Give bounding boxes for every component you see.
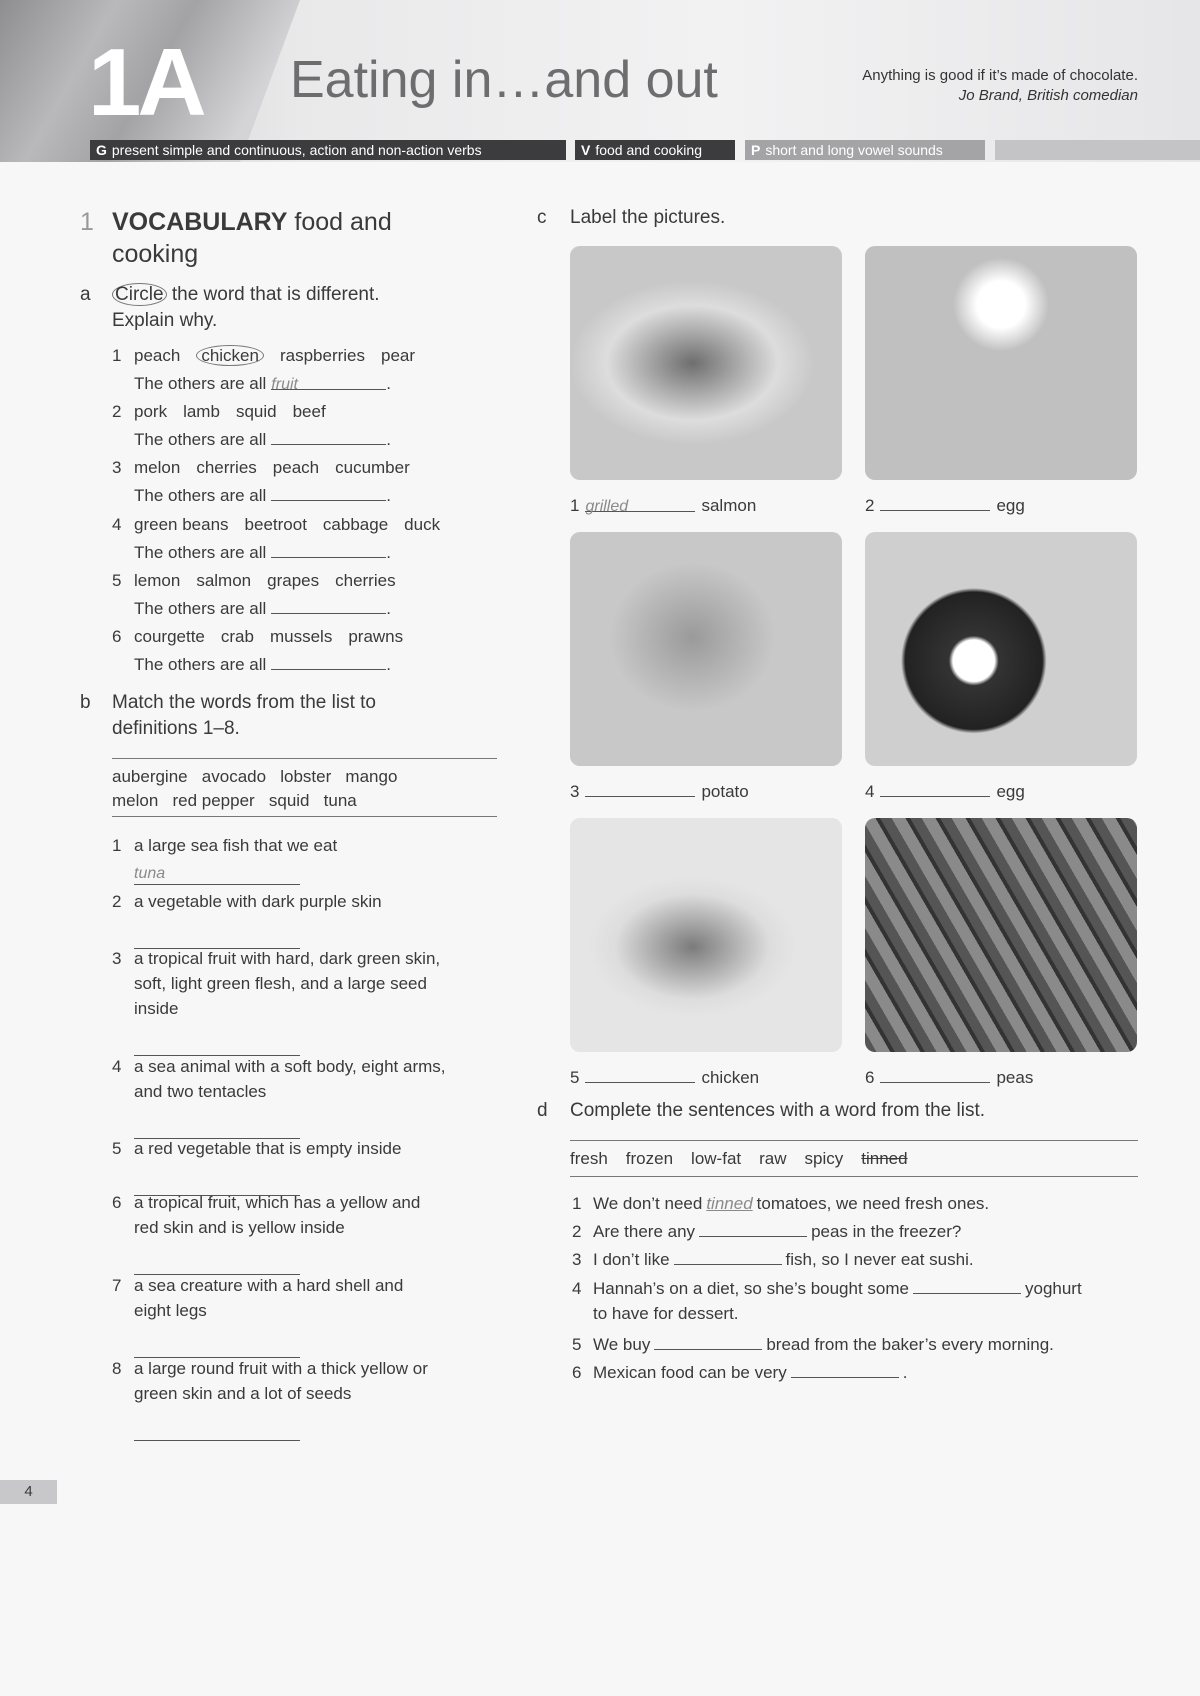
word-option[interactable]: lamb bbox=[183, 402, 220, 421]
tag-letter: V bbox=[581, 142, 591, 158]
quote-text: Anything is good if it’s made of chocolate. bbox=[862, 67, 1138, 84]
answer-blank[interactable] bbox=[134, 1119, 300, 1139]
word-option[interactable]: peach bbox=[272, 458, 320, 477]
section-title bbox=[112, 208, 392, 237]
word-group bbox=[134, 458, 426, 478]
word-option[interactable]: duck bbox=[404, 515, 441, 534]
peas-photo bbox=[865, 818, 1137, 1052]
word-option[interactable]: peach bbox=[134, 346, 181, 365]
definition-text: inside bbox=[134, 999, 179, 1018]
definition-number: 8 bbox=[112, 1359, 122, 1378]
list-rule-top bbox=[570, 1140, 1138, 1141]
page-title: Eating in…and out bbox=[290, 51, 718, 109]
picture-word: chicken bbox=[701, 1068, 760, 1087]
part-d-letter: d bbox=[537, 1100, 548, 1121]
word-list-line1: aubergine avocado lobster mango bbox=[112, 767, 398, 786]
word-list bbox=[570, 1149, 926, 1169]
sentence-after: fish, so I never eat sushi. bbox=[785, 1250, 974, 1269]
section-title-rest: food and bbox=[294, 208, 392, 236]
word-option[interactable]: cucumber bbox=[335, 458, 410, 477]
sentence-before: Hannah’s on a diet, so she’s bought some bbox=[593, 1279, 909, 1298]
answer-blank[interactable] bbox=[880, 783, 990, 797]
item-number: 4 bbox=[112, 515, 122, 534]
others-line: The others are all . bbox=[134, 599, 392, 618]
item-number: 6 bbox=[112, 627, 122, 646]
sentence-before: I don’t like bbox=[593, 1250, 670, 1269]
definition-text: and two tentacles bbox=[134, 1082, 267, 1101]
word-option[interactable]: grapes bbox=[267, 571, 320, 590]
definition-text: soft, light green flesh, and a large seed bbox=[134, 974, 427, 993]
others-prefix: The others are all bbox=[134, 599, 267, 618]
answer-blank[interactable] bbox=[134, 929, 300, 949]
list-word: frozen bbox=[625, 1149, 674, 1168]
picture-number: 4 bbox=[865, 782, 875, 801]
others-line: The others are all . bbox=[134, 543, 392, 562]
sentence-before: Mexican food can be very bbox=[593, 1363, 787, 1382]
word-group bbox=[134, 515, 456, 535]
picture-number: 6 bbox=[865, 1068, 875, 1087]
word-option[interactable]: beetroot bbox=[244, 515, 307, 534]
answer-blank[interactable]: grilled bbox=[585, 498, 695, 512]
answer-blank[interactable] bbox=[134, 1338, 300, 1358]
sentence-number: 1 bbox=[572, 1194, 582, 1213]
sentence-line2: to have for dessert. bbox=[593, 1304, 739, 1323]
word-option[interactable]: lemon bbox=[134, 571, 181, 590]
sentence-before: We don’t need bbox=[593, 1194, 703, 1213]
word-option[interactable]: cabbage bbox=[322, 515, 389, 534]
word-option[interactable]: crab bbox=[220, 627, 254, 646]
list-rule-top bbox=[112, 758, 497, 759]
answer-blank[interactable] bbox=[791, 1364, 899, 1378]
others-prefix: The others are all bbox=[134, 430, 267, 449]
answer-blank[interactable]: tuna bbox=[134, 865, 300, 885]
word-option[interactable]: pork bbox=[134, 402, 168, 421]
picture-word: egg bbox=[996, 496, 1025, 515]
definition-text: a sea animal with a soft body, eight arms, bbox=[134, 1057, 446, 1076]
answer-blank[interactable] bbox=[913, 1280, 1021, 1294]
answer-blank[interactable] bbox=[271, 431, 386, 445]
others-prefix: The others are all bbox=[134, 543, 267, 562]
word-group bbox=[134, 402, 342, 422]
answer-blank[interactable]: fruit bbox=[271, 376, 386, 390]
others-prefix: The others are all bbox=[134, 486, 267, 505]
word-option[interactable]: melon bbox=[134, 458, 181, 477]
tag-text: food and cooking bbox=[595, 142, 702, 158]
others-line: The others are all . bbox=[134, 430, 392, 449]
answer-blank[interactable] bbox=[699, 1223, 807, 1237]
part-a-instruction bbox=[112, 284, 380, 306]
list-word: tinned bbox=[861, 1149, 908, 1168]
sentence-after: yoghurt bbox=[1024, 1279, 1082, 1298]
list-word: fresh bbox=[570, 1149, 608, 1168]
word-list-line2: melon red pepper squid tuna bbox=[112, 791, 357, 810]
sentence-before: We buy bbox=[593, 1335, 651, 1354]
instruction-text: the word that is different. bbox=[171, 284, 380, 305]
sentence bbox=[593, 1222, 961, 1242]
sentence-after: peas in the freezer? bbox=[811, 1222, 962, 1241]
sentence bbox=[593, 1194, 989, 1214]
others-line: The others are all fruit . bbox=[134, 374, 392, 393]
sentence-after: . bbox=[902, 1363, 908, 1382]
picture-label bbox=[865, 496, 1025, 516]
definition-text: a large sea fish that we eat bbox=[134, 836, 338, 855]
definition-text: eight legs bbox=[134, 1301, 207, 1320]
list-rule-bottom bbox=[570, 1176, 1138, 1177]
definition-number: 4 bbox=[112, 1057, 122, 1076]
sentence bbox=[593, 1363, 907, 1383]
picture-word: salmon bbox=[701, 496, 757, 515]
tag-bar-extension bbox=[995, 140, 1200, 160]
grammar-tag bbox=[90, 140, 566, 160]
quote-author: Jo Brand, British comedian bbox=[958, 87, 1138, 104]
picture-number: 3 bbox=[570, 782, 580, 801]
word-option[interactable]: squid bbox=[235, 402, 277, 421]
word-option[interactable]: mussels bbox=[269, 627, 333, 646]
definition-number: 2 bbox=[112, 892, 122, 911]
section-number: 1 bbox=[80, 208, 94, 236]
picture-label bbox=[570, 1068, 759, 1088]
definition-text: green skin and a lot of seeds bbox=[134, 1384, 352, 1403]
word-group bbox=[134, 571, 412, 591]
item-number: 3 bbox=[112, 458, 122, 477]
picture-number: 5 bbox=[570, 1068, 580, 1087]
answer-blank[interactable] bbox=[880, 1069, 990, 1083]
word-option[interactable]: cherries bbox=[196, 458, 257, 477]
sentence bbox=[593, 1279, 1082, 1299]
pronunciation-tag bbox=[745, 140, 985, 160]
others-line: The others are all . bbox=[134, 486, 392, 505]
others-prefix: The others are all bbox=[134, 374, 267, 393]
part-c-letter: c bbox=[537, 207, 547, 228]
picture-word: potato bbox=[701, 782, 749, 801]
word-option[interactable]: raspberries bbox=[279, 346, 366, 365]
picture-word: egg bbox=[996, 782, 1025, 801]
vocabulary-tag bbox=[575, 140, 735, 160]
definition-number: 3 bbox=[112, 949, 122, 968]
tag-letter: P bbox=[751, 142, 761, 158]
answer-blank[interactable] bbox=[880, 497, 990, 511]
item-number: 5 bbox=[112, 571, 122, 590]
tag-text: short and long vowel sounds bbox=[765, 142, 943, 158]
definition-number: 6 bbox=[112, 1193, 122, 1212]
list-word: low-fat bbox=[691, 1149, 742, 1168]
egg-photo bbox=[865, 246, 1137, 480]
picture-label bbox=[865, 782, 1025, 802]
quote bbox=[862, 66, 1138, 106]
potato-photo bbox=[570, 532, 842, 766]
part-b-letter: b bbox=[80, 692, 91, 713]
part-b-instruction: Match the words from the list to bbox=[112, 692, 376, 713]
part-a-letter: a bbox=[80, 284, 91, 305]
picture-label bbox=[865, 1068, 1033, 1088]
list-word: spicy bbox=[804, 1149, 844, 1168]
list-rule-bottom bbox=[112, 816, 497, 817]
answer-blank[interactable] bbox=[134, 1036, 300, 1056]
sentence-number: 3 bbox=[572, 1250, 582, 1269]
page-number: 4 bbox=[0, 1480, 57, 1504]
circled-word: Circle bbox=[112, 283, 167, 306]
definition-text: a sea creature with a hard shell and bbox=[134, 1276, 404, 1295]
list-word: raw bbox=[759, 1149, 787, 1168]
answer-blank[interactable] bbox=[271, 544, 386, 558]
answer-blank[interactable] bbox=[271, 656, 386, 670]
definition-text: a tropical fruit with hard, dark green skin, bbox=[134, 949, 441, 968]
unit-header bbox=[0, 0, 1200, 162]
sentence bbox=[593, 1335, 1054, 1355]
sentence-after: bread from the baker’s every morning. bbox=[766, 1335, 1054, 1354]
sentence-number: 5 bbox=[572, 1335, 582, 1354]
item-number: 1 bbox=[112, 346, 122, 365]
section-title-line2: cooking bbox=[112, 240, 199, 268]
part-c-instruction: Label the pictures. bbox=[570, 207, 726, 228]
tag-text: present simple and continuous, action and non-action verbs bbox=[111, 142, 482, 158]
definition-text: a red vegetable that is empty inside bbox=[134, 1139, 402, 1158]
answer-blank[interactable] bbox=[585, 1069, 695, 1083]
part-b-instruction-line2: definitions 1–8. bbox=[112, 718, 240, 739]
answer-blank[interactable] bbox=[585, 783, 695, 797]
salmon-photo bbox=[570, 246, 842, 480]
answer-blank[interactable] bbox=[271, 600, 386, 614]
answer-blank[interactable] bbox=[134, 1421, 300, 1441]
sentence-number: 4 bbox=[572, 1279, 582, 1298]
sentence-after: tomatoes, we need fresh ones. bbox=[756, 1194, 990, 1213]
sentence-before: Are there any bbox=[593, 1222, 696, 1241]
sentence bbox=[593, 1250, 974, 1270]
word-option[interactable]: salmon bbox=[196, 571, 252, 590]
picture-label bbox=[570, 782, 749, 802]
sentence-number: 2 bbox=[572, 1222, 582, 1241]
picture-word: peas bbox=[996, 1068, 1034, 1087]
word-group bbox=[134, 627, 419, 647]
definition-text: a vegetable with dark purple skin bbox=[134, 892, 382, 911]
word-option[interactable]: cherries bbox=[335, 571, 396, 590]
picture-number: 2 bbox=[865, 496, 875, 515]
definition-text: red skin and is yellow inside bbox=[134, 1218, 345, 1237]
definition-text: a large round fruit with a thick yellow or bbox=[134, 1359, 428, 1378]
unit-number: 1A bbox=[88, 29, 203, 136]
item-number: 2 bbox=[112, 402, 122, 421]
word-option[interactable]: courgette bbox=[134, 627, 205, 646]
part-d-instruction: Complete the sentences with a word from the list. bbox=[570, 1100, 986, 1121]
answer-blank[interactable] bbox=[654, 1336, 762, 1350]
others-line: The others are all . bbox=[134, 655, 392, 674]
definition-text: a tropical fruit, which has a yellow and bbox=[134, 1193, 421, 1212]
answer-blank[interactable] bbox=[134, 1255, 300, 1275]
tag-letter: G bbox=[96, 142, 107, 158]
definition-number: 7 bbox=[112, 1276, 122, 1295]
fried-egg-photo bbox=[865, 532, 1137, 766]
section-title-bold: VOCABULARY bbox=[112, 208, 288, 236]
sentence-number: 6 bbox=[572, 1363, 582, 1382]
answer-blank[interactable] bbox=[674, 1251, 782, 1265]
picture-label bbox=[570, 496, 756, 516]
word-option[interactable]: chicken bbox=[196, 345, 264, 366]
part-a-instruction-line2: Explain why. bbox=[112, 310, 218, 331]
chicken-photo bbox=[570, 818, 842, 1052]
answer-blank[interactable]: tinned bbox=[706, 1194, 753, 1213]
definition-number: 1 bbox=[112, 836, 122, 855]
definition-number: 5 bbox=[112, 1139, 122, 1158]
word-option[interactable]: beef bbox=[292, 402, 326, 421]
picture-number: 1 bbox=[570, 496, 580, 515]
word-option[interactable]: pear bbox=[381, 346, 416, 365]
answer-blank[interactable] bbox=[271, 487, 386, 501]
word-option[interactable]: green beans bbox=[134, 515, 229, 534]
word-option[interactable]: prawns bbox=[348, 627, 404, 646]
word-group bbox=[134, 346, 431, 366]
others-prefix: The others are all bbox=[134, 655, 267, 674]
